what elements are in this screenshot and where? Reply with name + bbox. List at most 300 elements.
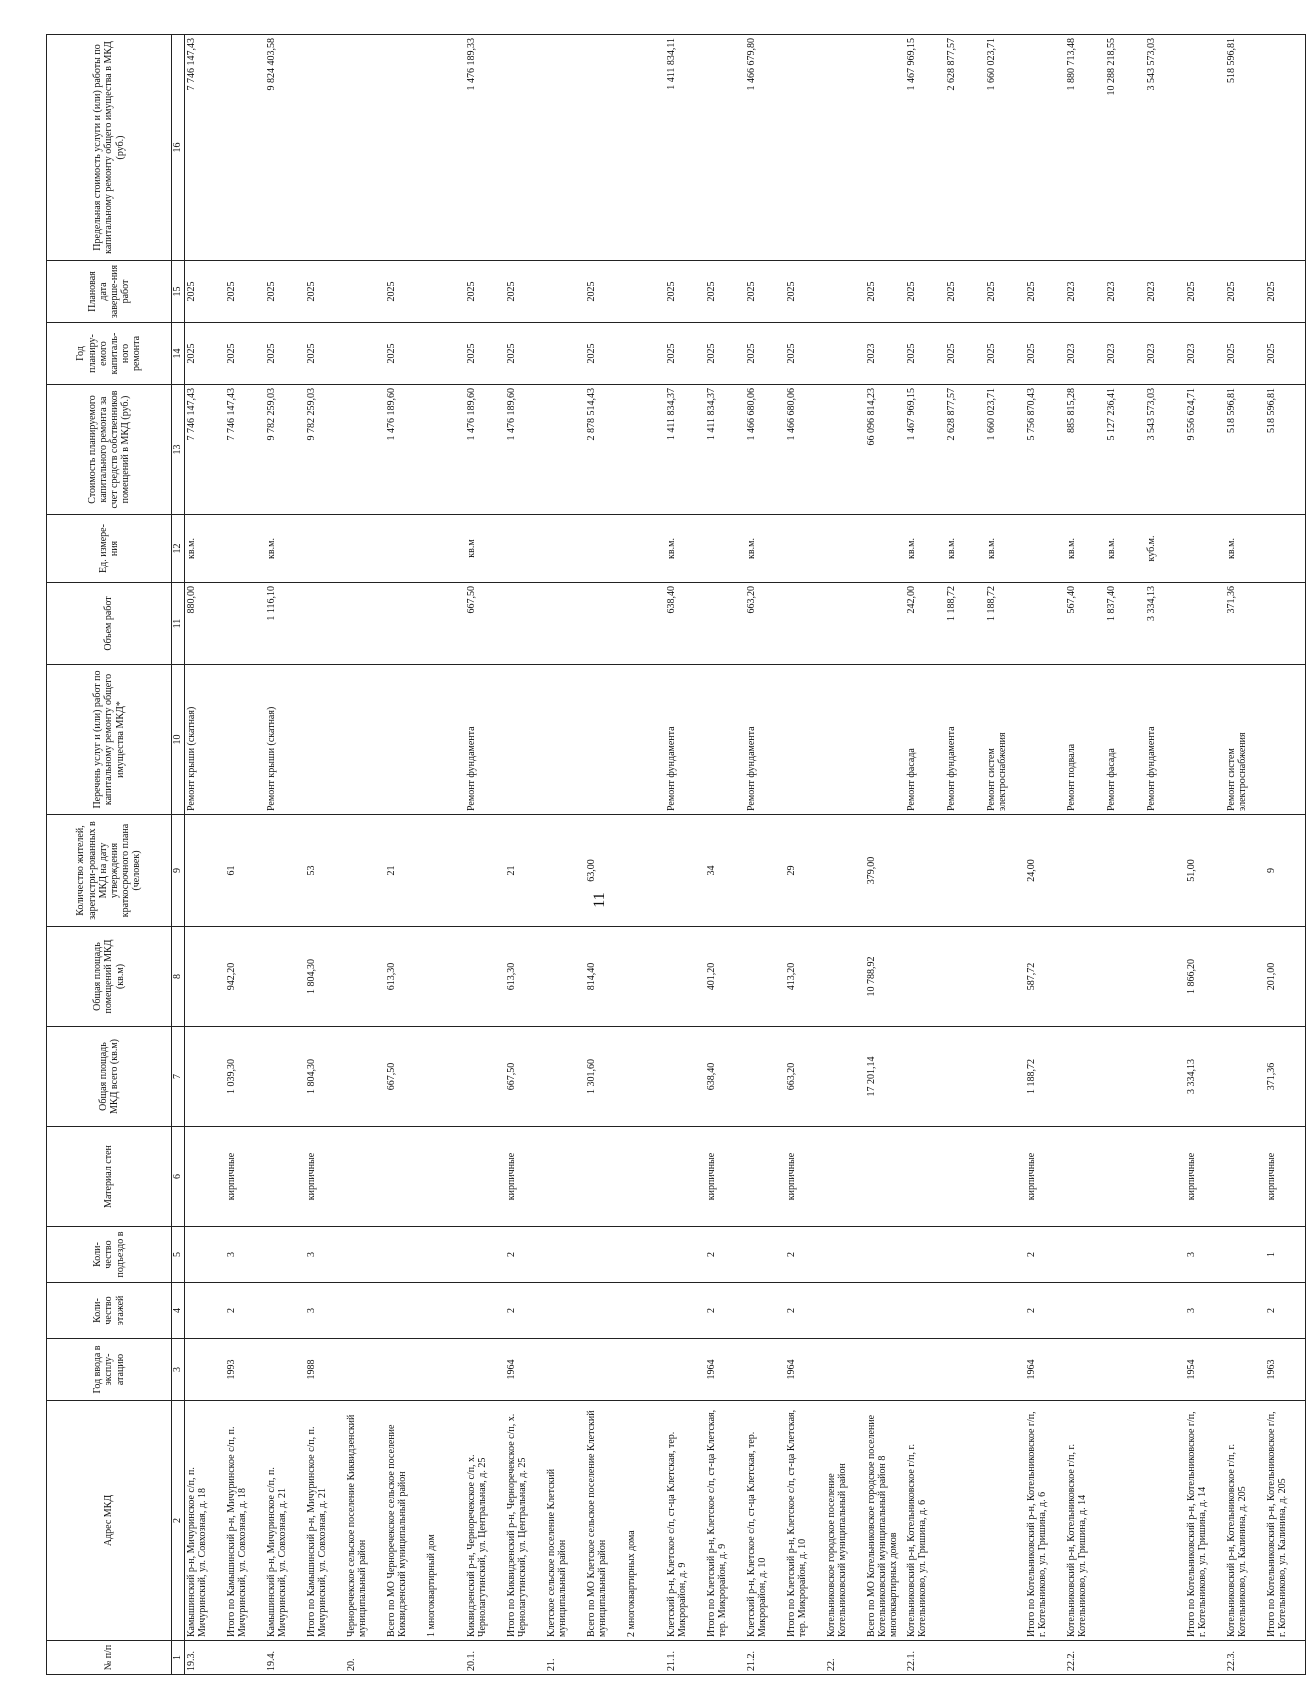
- table-cell: [1065, 1227, 1105, 1283]
- table-cell: 2: [785, 1227, 825, 1283]
- table-cell: [1025, 583, 1065, 665]
- table-cell: [345, 515, 385, 583]
- table-cell: [1185, 515, 1225, 583]
- table-cell: 9 782 259,03: [265, 385, 305, 515]
- table-cell: [1145, 1283, 1185, 1339]
- column-number: 10: [172, 665, 185, 815]
- table-cell: [825, 1339, 865, 1401]
- table-cell: [425, 1339, 465, 1401]
- table-row: [1225, 35, 1265, 1675]
- table-cell: [945, 1641, 985, 1675]
- table-cell: [1265, 583, 1306, 665]
- table-cell: [1105, 1127, 1145, 1227]
- table-cell: [425, 1127, 465, 1227]
- table-cell: [345, 927, 385, 1027]
- table-cell: 1 476 189,60: [465, 385, 505, 515]
- table-cell: 1964: [785, 1339, 825, 1401]
- table-cell: Котельниковское городское поселение Котельниковский муниципальный район: [825, 1401, 865, 1641]
- table-cell: [625, 1283, 665, 1339]
- table-cell: [425, 1283, 465, 1339]
- table-cell: Всего по МО Котельниковское городское поселение Котельниковский муниципальный район 8 многоквартирных домов: [865, 1401, 905, 1641]
- table-cell: кв.м.: [185, 515, 226, 583]
- table-cell: 2: [225, 1283, 265, 1339]
- column-number: 2: [172, 1401, 185, 1641]
- table-cell: [425, 665, 465, 815]
- table-cell: [665, 927, 705, 1027]
- table-row: [545, 35, 585, 1675]
- table-cell: [225, 665, 265, 815]
- column-number: 6: [172, 1127, 185, 1227]
- table-cell: 9: [1265, 815, 1306, 927]
- table-row: [665, 35, 705, 1675]
- table-cell: [1265, 1641, 1306, 1675]
- table-cell: 1 866,20: [1185, 927, 1225, 1027]
- table-cell: 5 756 870,43: [1025, 385, 1065, 515]
- table-cell: Ремонт систем электроснабжения: [1225, 665, 1265, 815]
- table-cell: [865, 1339, 905, 1401]
- table-cell: 2023: [1105, 261, 1145, 323]
- table-cell: [785, 1641, 825, 1675]
- table-cell: кирпичные: [1025, 1127, 1065, 1227]
- table-cell: 20.1.: [465, 1641, 505, 1675]
- table-cell: 413,20: [785, 927, 825, 1027]
- table-cell: 814,40: [585, 927, 625, 1027]
- table-cell: [905, 927, 945, 1027]
- table-cell: 2025: [185, 323, 226, 385]
- table-cell: [825, 1027, 865, 1127]
- table-cell: 667,50: [505, 1027, 545, 1127]
- table-cell: [505, 35, 545, 261]
- table-cell: [425, 323, 465, 385]
- table-cell: кирпичные: [1265, 1127, 1306, 1227]
- table-cell: 7 746 147,43: [225, 385, 265, 515]
- table-cell: 1954: [1185, 1339, 1225, 1401]
- table-cell: кв.м.: [985, 515, 1025, 583]
- table-cell: [785, 583, 825, 665]
- table-cell: 2 628 877,57: [945, 385, 985, 515]
- column-number: 8: [172, 927, 185, 1027]
- table-cell: 2025: [305, 323, 345, 385]
- table-cell: [665, 1127, 705, 1227]
- table-cell: [625, 1227, 665, 1283]
- table-cell: [625, 1339, 665, 1401]
- table-cell: Киквидзенский р-н, Черноречекское с/п, х. Чернолагутинский, ул. Центральная, д. 25: [465, 1401, 505, 1641]
- table-cell: 3 334,13: [1145, 583, 1185, 665]
- column-header: Перечень услуг и (или) работ по капитальному ремонту общего имущества МКД*: [47, 665, 172, 815]
- table-cell: [585, 515, 625, 583]
- table-cell: Ремонт систем электроснабжения: [985, 665, 1025, 815]
- column-number: 16: [172, 35, 185, 261]
- table-cell: Итого по Котельниковский р-н, Котельниковское г/п, г. Котельниково, ул. Гришина, д. 14: [1185, 1401, 1225, 1641]
- table-cell: 613,30: [385, 927, 425, 1027]
- table-cell: 3: [1185, 1227, 1225, 1283]
- table-cell: [545, 515, 585, 583]
- table-cell: [945, 1027, 985, 1127]
- table-cell: 2: [505, 1227, 545, 1283]
- table-cell: [425, 385, 465, 515]
- table-cell: [825, 323, 865, 385]
- table-cell: 2025: [385, 323, 425, 385]
- table-cell: [1225, 1127, 1265, 1227]
- table-cell: кирпичные: [505, 1127, 545, 1227]
- table-cell: [465, 927, 505, 1027]
- table-cell: [625, 1641, 665, 1675]
- table-cell: [625, 323, 665, 385]
- table-cell: 2025: [945, 323, 985, 385]
- table-cell: кв.м.: [265, 515, 305, 583]
- table-cell: 3 543 573,03: [1145, 35, 1185, 261]
- table-cell: Ремонт фундамента: [465, 665, 505, 815]
- table-cell: [985, 815, 1025, 927]
- table-cell: 1 467 969,15: [905, 385, 945, 515]
- table-row: [705, 35, 745, 1675]
- table-cell: [385, 515, 425, 583]
- table-cell: [465, 1227, 505, 1283]
- table-cell: 1 411 834,37: [705, 385, 745, 515]
- table-row: [505, 35, 545, 1675]
- column-header: Год ввода в эксплу-атацию: [47, 1339, 172, 1401]
- table-cell: 638,40: [665, 583, 705, 665]
- table-cell: 9 824 403,58: [265, 35, 305, 261]
- table-cell: [865, 515, 905, 583]
- table-cell: [425, 1027, 465, 1127]
- table-cell: [1145, 1339, 1185, 1401]
- table-cell: 21: [385, 815, 425, 927]
- table-cell: 9 556 624,71: [1185, 385, 1225, 515]
- table-cell: [785, 35, 825, 261]
- table-cell: [425, 261, 465, 323]
- table-cell: 201,00: [1265, 927, 1306, 1027]
- table-cell: 2025: [745, 323, 785, 385]
- table-cell: [985, 1339, 1025, 1401]
- table-cell: [1185, 1641, 1225, 1675]
- table-cell: Клетский р-н, Клетское с/п, ст-ца Клетская, тер. Микрорайон, д. 10: [745, 1401, 785, 1641]
- table-cell: [865, 1227, 905, 1283]
- table-cell: 1988: [305, 1339, 345, 1401]
- table-cell: 1 660 023,71: [985, 385, 1025, 515]
- table-cell: Ремонт крыши (скатная): [265, 665, 305, 815]
- table-cell: 3: [305, 1283, 345, 1339]
- table-cell: кирпичные: [225, 1127, 265, 1227]
- column-header: Количество жителей, зарегистри-рованных в МКД на дату утверждения краткосрочного плана (человек): [47, 815, 172, 927]
- table-cell: 2025: [985, 261, 1025, 323]
- table-cell: [625, 1127, 665, 1227]
- table-cell: [705, 515, 745, 583]
- table-cell: [505, 515, 545, 583]
- table-cell: 1 476 189,60: [505, 385, 545, 515]
- table-cell: [425, 927, 465, 1027]
- table-cell: [425, 1641, 465, 1675]
- table-cell: 2025: [1225, 261, 1265, 323]
- table-cell: 371,36: [1265, 1027, 1306, 1127]
- table-cell: Итого по Котельниковский р-н, Котельниковское г/п, г. Котельниково, ул. Гришина, д. 6: [1025, 1401, 1065, 1641]
- table-row: [785, 35, 825, 1675]
- table-cell: 663,20: [785, 1027, 825, 1127]
- table-cell: [1225, 1027, 1265, 1127]
- table-cell: [545, 385, 585, 515]
- table-cell: [505, 665, 545, 815]
- table-cell: 2023: [1065, 261, 1105, 323]
- table-cell: [185, 1027, 226, 1127]
- table-cell: кв.м.: [1065, 515, 1105, 583]
- table-cell: 3: [1185, 1283, 1225, 1339]
- table-cell: 2023: [1185, 323, 1225, 385]
- table-cell: [625, 385, 665, 515]
- column-header: № п/п: [47, 1641, 172, 1675]
- table-cell: 2 878 514,43: [585, 385, 625, 515]
- column-number: 9: [172, 815, 185, 927]
- table-cell: 22.3.: [1225, 1641, 1265, 1675]
- table-cell: [1105, 1401, 1145, 1641]
- table-cell: [1185, 35, 1225, 261]
- table-cell: [545, 1227, 585, 1283]
- table-cell: [1265, 665, 1306, 815]
- table-cell: 2025: [705, 323, 745, 385]
- table-row: [905, 35, 945, 1675]
- table-cell: 1 039,30: [225, 1027, 265, 1127]
- column-header: Коли-чество этажей: [47, 1283, 172, 1339]
- table-cell: Клетский р-н, Клетское с/п, ст-ца Клетская, тер. Микрорайон, д. 9: [665, 1401, 705, 1641]
- table-cell: [1225, 1339, 1265, 1401]
- table-cell: [265, 1339, 305, 1401]
- table-cell: Всего по МО Клетское сельское поселение Клетский муниципальный район: [585, 1401, 625, 1641]
- table-cell: Котельниковский р-н, Котельниковское г/п, г. Котельниково, ул. Гришина, д. 6: [905, 1401, 945, 1641]
- table-cell: [945, 1127, 985, 1227]
- table-cell: [705, 1641, 745, 1675]
- table-cell: [825, 35, 865, 261]
- table-cell: кв.м.: [1105, 515, 1145, 583]
- table-cell: [385, 35, 425, 261]
- table-cell: [225, 583, 265, 665]
- table-cell: 2: [1265, 1283, 1306, 1339]
- table-row: [625, 35, 665, 1675]
- table-cell: 638,40: [705, 1027, 745, 1127]
- table-cell: 1 804,30: [305, 1027, 345, 1127]
- table-cell: Итого по Киквидзенский р-н, Черноречекское с/п, х. Чернолагутинский, ул. Центральная, д. 25: [505, 1401, 545, 1641]
- table-cell: [985, 1641, 1025, 1675]
- table-cell: 2: [705, 1227, 745, 1283]
- table-cell: 2025: [265, 323, 305, 385]
- table-row: [825, 35, 865, 1675]
- table-cell: [225, 35, 265, 261]
- table-row: [1145, 35, 1185, 1675]
- table-cell: [785, 665, 825, 815]
- table-cell: [265, 815, 305, 927]
- column-header: Объем работ: [47, 583, 172, 665]
- table-cell: 518 596,81: [1225, 35, 1265, 261]
- table-cell: [825, 1283, 865, 1339]
- table-cell: Котельниковский р-н, Котельниковское г/п, г. Котельниково, ул. Гришина, д. 14: [1065, 1401, 1105, 1641]
- column-number: 7: [172, 1027, 185, 1127]
- table-cell: кв.м.: [745, 515, 785, 583]
- table-cell: 34: [705, 815, 745, 927]
- table-cell: [1265, 35, 1306, 261]
- table-cell: [705, 583, 745, 665]
- table-cell: [545, 1127, 585, 1227]
- table-cell: 1 411 834,11: [665, 35, 705, 261]
- table-cell: Котельниковский р-н, Котельниковское г/п, г. Котельниково, ул. Калинина, д. 205: [1225, 1401, 1265, 1641]
- table-row: [865, 35, 905, 1675]
- table-cell: [465, 1283, 505, 1339]
- table-cell: 21.: [545, 1641, 585, 1675]
- table-cell: 1 188,72: [945, 583, 985, 665]
- table-cell: [945, 1227, 985, 1283]
- table-cell: Ремонт фундамента: [945, 665, 985, 815]
- table-cell: Ремонт фундамента: [1145, 665, 1185, 815]
- table-cell: 401,20: [705, 927, 745, 1027]
- table-cell: [345, 1127, 385, 1227]
- table-cell: [345, 323, 385, 385]
- table-cell: [705, 35, 745, 261]
- table-cell: [425, 815, 465, 927]
- table-cell: куб.м.: [1145, 515, 1185, 583]
- column-number: 15: [172, 261, 185, 323]
- table-cell: 2025: [745, 261, 785, 323]
- table-cell: 9 782 259,03: [305, 385, 345, 515]
- table-cell: [1025, 515, 1065, 583]
- table-cell: кв.м.: [945, 515, 985, 583]
- table-cell: 2025: [905, 261, 945, 323]
- table-cell: [305, 1641, 345, 1675]
- table-cell: [385, 583, 425, 665]
- table-cell: [385, 1339, 425, 1401]
- table-cell: кв.м.: [665, 515, 705, 583]
- table-cell: [505, 1641, 545, 1675]
- table-cell: [745, 1339, 785, 1401]
- table-row: [305, 35, 345, 1675]
- table-cell: 2025: [785, 261, 825, 323]
- table-cell: [985, 1227, 1025, 1283]
- table-cell: [825, 815, 865, 927]
- table-cell: [1065, 815, 1105, 927]
- column-number: 5: [172, 1227, 185, 1283]
- table-cell: 22.: [825, 1641, 865, 1675]
- table-cell: [665, 1339, 705, 1401]
- table-row: [225, 35, 265, 1675]
- table-cell: [545, 815, 585, 927]
- table-cell: [745, 1283, 785, 1339]
- table-cell: 2025: [785, 323, 825, 385]
- rotated-table-container: [46, 35, 1289, 1675]
- table-cell: 1 466 679,80: [745, 35, 785, 261]
- column-header: Стоимость планируемого капитального ремонта за счет средств собственников помещений в МКД (руб.): [47, 385, 172, 515]
- table-cell: [305, 35, 345, 261]
- table-row: [1065, 35, 1105, 1675]
- table-cell: [385, 1641, 425, 1675]
- table-cell: [465, 815, 505, 927]
- table-cell: [825, 665, 865, 815]
- table-header-row: [47, 35, 172, 1675]
- table-cell: 242,00: [905, 583, 945, 665]
- table-row: [1025, 35, 1065, 1675]
- table-cell: 2025: [505, 323, 545, 385]
- column-number: 3: [172, 1339, 185, 1401]
- table-cell: [385, 1127, 425, 1227]
- table-cell: 2023: [865, 323, 905, 385]
- table-cell: [265, 1127, 305, 1227]
- table-cell: 2025: [465, 323, 505, 385]
- table-cell: [1025, 1641, 1065, 1675]
- table-cell: 2025: [945, 261, 985, 323]
- table-cell: [1145, 1127, 1185, 1227]
- table-cell: [865, 1127, 905, 1227]
- table-cell: [185, 1127, 226, 1227]
- column-number: 14: [172, 323, 185, 385]
- table-cell: 2023: [1105, 323, 1145, 385]
- table-cell: 22.2.: [1065, 1641, 1105, 1675]
- table-cell: [665, 1027, 705, 1127]
- table-cell: [265, 1227, 305, 1283]
- table-cell: 2025: [705, 261, 745, 323]
- table-cell: [825, 261, 865, 323]
- table-cell: [745, 815, 785, 927]
- table-cell: 1 837,40: [1105, 583, 1145, 665]
- table-cell: 667,50: [385, 1027, 425, 1127]
- table-cell: 2 многоквартирных дома: [625, 1401, 665, 1641]
- table-cell: [1105, 927, 1145, 1027]
- table-cell: [425, 515, 465, 583]
- page-number: 11: [591, 892, 608, 908]
- table-cell: [225, 515, 265, 583]
- table-cell: 2: [505, 1283, 545, 1339]
- table-cell: кирпичные: [1185, 1127, 1225, 1227]
- table-cell: 1 188,72: [1025, 1027, 1065, 1127]
- table-cell: [585, 665, 625, 815]
- table-cell: 2025: [465, 261, 505, 323]
- table-cell: 2025: [865, 261, 905, 323]
- table-cell: Ремонт крыши (скатная): [185, 665, 226, 815]
- table-cell: 942,20: [225, 927, 265, 1027]
- column-header: Общая площадь МКД всего (кв.м): [47, 1027, 172, 1127]
- table-cell: [745, 927, 785, 1027]
- table-row: [425, 35, 465, 1675]
- table-cell: [625, 261, 665, 323]
- table-row: [1265, 35, 1306, 1675]
- table-cell: [1105, 1339, 1145, 1401]
- table-cell: [945, 1401, 985, 1641]
- table-cell: [545, 1027, 585, 1127]
- table-cell: [305, 665, 345, 815]
- table-cell: [505, 583, 545, 665]
- table-cell: [825, 927, 865, 1027]
- table-cell: 3: [225, 1227, 265, 1283]
- table-cell: [585, 1339, 625, 1401]
- column-header: Плановая дата заверше-ния работ: [47, 261, 172, 323]
- table-cell: [825, 1227, 865, 1283]
- table-cell: кирпичные: [305, 1127, 345, 1227]
- table-cell: [945, 1339, 985, 1401]
- table-cell: [185, 927, 226, 1027]
- table-cell: [385, 665, 425, 815]
- table-cell: 1964: [705, 1339, 745, 1401]
- table-cell: [225, 1641, 265, 1675]
- table-cell: Итого по Котельниковский р-н, Котельниковское г/п, г. Котельниково, ул. Калинина, д. 205: [1265, 1401, 1306, 1641]
- table-cell: 3 334,13: [1185, 1027, 1225, 1127]
- table-cell: [625, 35, 665, 261]
- table-cell: 21: [505, 815, 545, 927]
- table-cell: [905, 815, 945, 927]
- table-cell: [905, 1227, 945, 1283]
- column-number: 12: [172, 515, 185, 583]
- table-cell: 2025: [185, 261, 226, 323]
- table-cell: [545, 35, 585, 261]
- table-cell: 2025: [1225, 323, 1265, 385]
- table-cell: 1 467 969,15: [905, 35, 945, 261]
- table-cell: [545, 665, 585, 815]
- table-cell: [1225, 1227, 1265, 1283]
- table-cell: 2025: [1265, 261, 1306, 323]
- table-cell: [665, 1227, 705, 1283]
